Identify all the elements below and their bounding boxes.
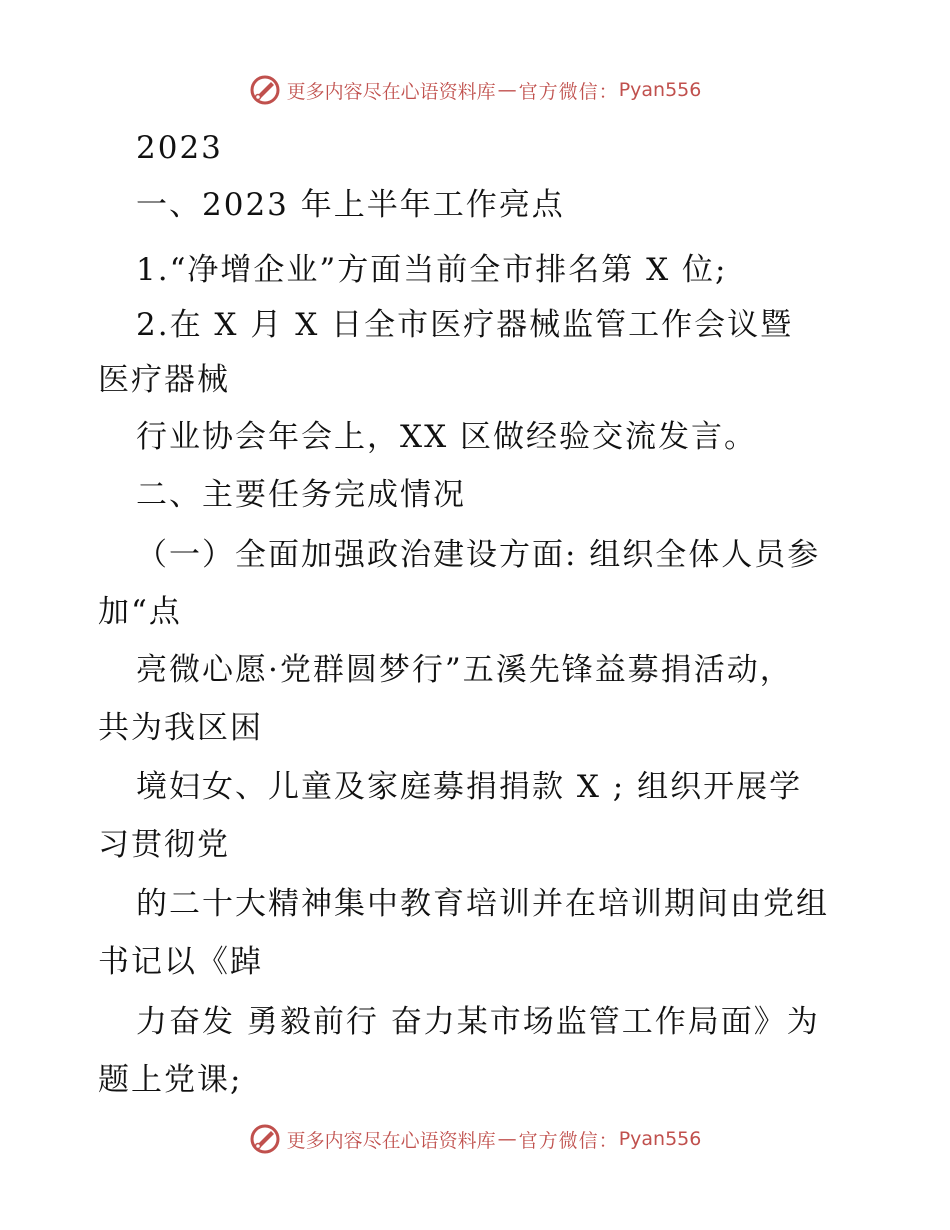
doc-line: 亮微心愿·党群圆梦行”五溪先锋益募捐活动， [136,652,793,688]
banner-brand: 更多内容尽在心语资料库 [286,80,496,103]
doc-line: 书记以《踔 [98,944,263,980]
doc-line: 加“点 [98,594,182,630]
doc-line: 的二十大精神集中教育培训并在培训期间由党组 [136,886,829,922]
doc-line: 2.在 X 月 X 日全市医疗器械监管工作会议暨 [136,307,794,343]
banner-wechat-id: Pyan556 [618,79,702,101]
section-heading: 二、主要任务完成情况 [136,477,466,513]
doc-line: 题上党课; [98,1062,243,1098]
banner-separator: — [497,1128,517,1150]
doc-line: 1.“净增企业”方面当前全市排名第 X 位; [136,252,728,288]
doc-line: 共为我区困 [98,710,263,746]
logo-icon [249,74,281,106]
doc-line: 行业协会年会上，XX 区做经验交流发言。 [136,419,757,455]
banner-wechat-id: Pyan556 [618,1128,702,1150]
doc-line: 境妇女、儿童及家庭募捐捐款 X ; 组织开展学 [136,769,803,805]
banner-official-label: 官方微信： [518,1129,619,1152]
doc-line: （一）全面加强政治建设方面: 组织全体人员参 [136,537,821,573]
banner-brand: 更多内容尽在心语资料库 [286,1129,496,1152]
doc-line: 习贯彻党 [98,827,230,863]
footer-banner [0,1119,950,1159]
doc-line: 医疗器械 [98,362,230,398]
doc-line: 力奋发 勇毅前行 奋力某市场监管工作局面》为 [136,1004,820,1040]
header-banner [0,70,950,110]
logo-icon [249,1123,281,1155]
banner-official-label: 官方微信： [518,80,619,103]
banner-separator: — [497,79,517,101]
doc-line: 2023 [136,130,223,166]
section-heading: 一、2023 年上半年工作亮点 [136,187,565,223]
